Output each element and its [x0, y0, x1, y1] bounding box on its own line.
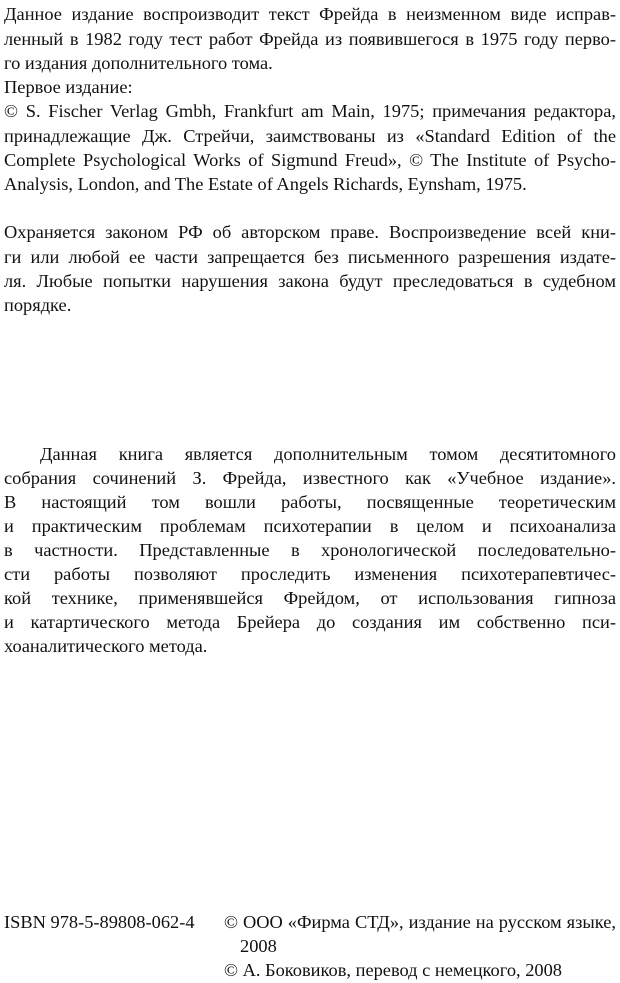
edition-note-line: го издания дополнительного тома. [4, 53, 273, 73]
annotation-line: Данная книга является дополнительным томом десятитомного [40, 444, 616, 464]
annotation-line: хоаналитического метода. [4, 636, 208, 656]
first-edition-line: Analysis, London, and The Estate of Angels Richards, Eynsham, 1975. [4, 174, 527, 194]
copyright-year: 2008 [240, 936, 277, 956]
rights-notice-line: Охраняется законом РФ об авторском праве. Воспроизведение всей кни- [4, 222, 616, 242]
first-edition-line: Complete Psychological Works of Sigmund Freud», © The Institute of Psycho- [4, 150, 616, 170]
rights-notice-line: порядке. [4, 295, 72, 315]
first-edition-line: © S. Fischer Verlag Gmbh, Frankfurt am Main, 1975; примечания редактора, [4, 101, 616, 121]
copyright-publisher: © ООО «Фирма СТД», издание на русском языке, [224, 912, 616, 932]
annotation-line: сти работы позволяют проследить изменения психотерапевтичес- [4, 564, 616, 584]
annotation-line: и катартического метода Брейера до создания им собственно пси- [4, 612, 616, 632]
rights-notice-line: ля. Любые попытки нарушения закона будут преследоваться в судебном [4, 271, 616, 291]
edition-note-line: ленный в 1982 году тест работ Фрейда из появившегося в 1975 году перво- [4, 29, 616, 49]
annotation-line: В настоящий том вошли работы, посвященные теоретическим [4, 492, 616, 512]
copyright-translation: © А. Боковиков, перевод с немецкого, 2008 [224, 960, 562, 980]
annotation-line: собрания сочинений З. Фрейда, известного как «Учебное издание». [4, 468, 616, 488]
annotation-line: в частности. Представленные в хронологической последовательно- [4, 540, 616, 560]
isbn: ISBN 978-5-89808-062-4 [4, 912, 195, 932]
annotation-line: и практическим проблемам психотерапии в целом и психоанализа [4, 516, 616, 536]
rights-notice-line: ги или любой ее части запрещается без письменного разрешения издате- [4, 247, 616, 267]
edition-note-line: Данное издание воспроизводит текст Фрейда в неизменном виде исправ- [4, 4, 616, 24]
first-edition-line: принадлежащие Дж. Стрейчи, заимствованы из «Standard Edition of the [4, 126, 616, 146]
annotation-line: кой технике, применявшейся Фрейдом, от использования гипноза [4, 588, 616, 608]
first-edition-heading: Первое издание: [4, 77, 133, 97]
